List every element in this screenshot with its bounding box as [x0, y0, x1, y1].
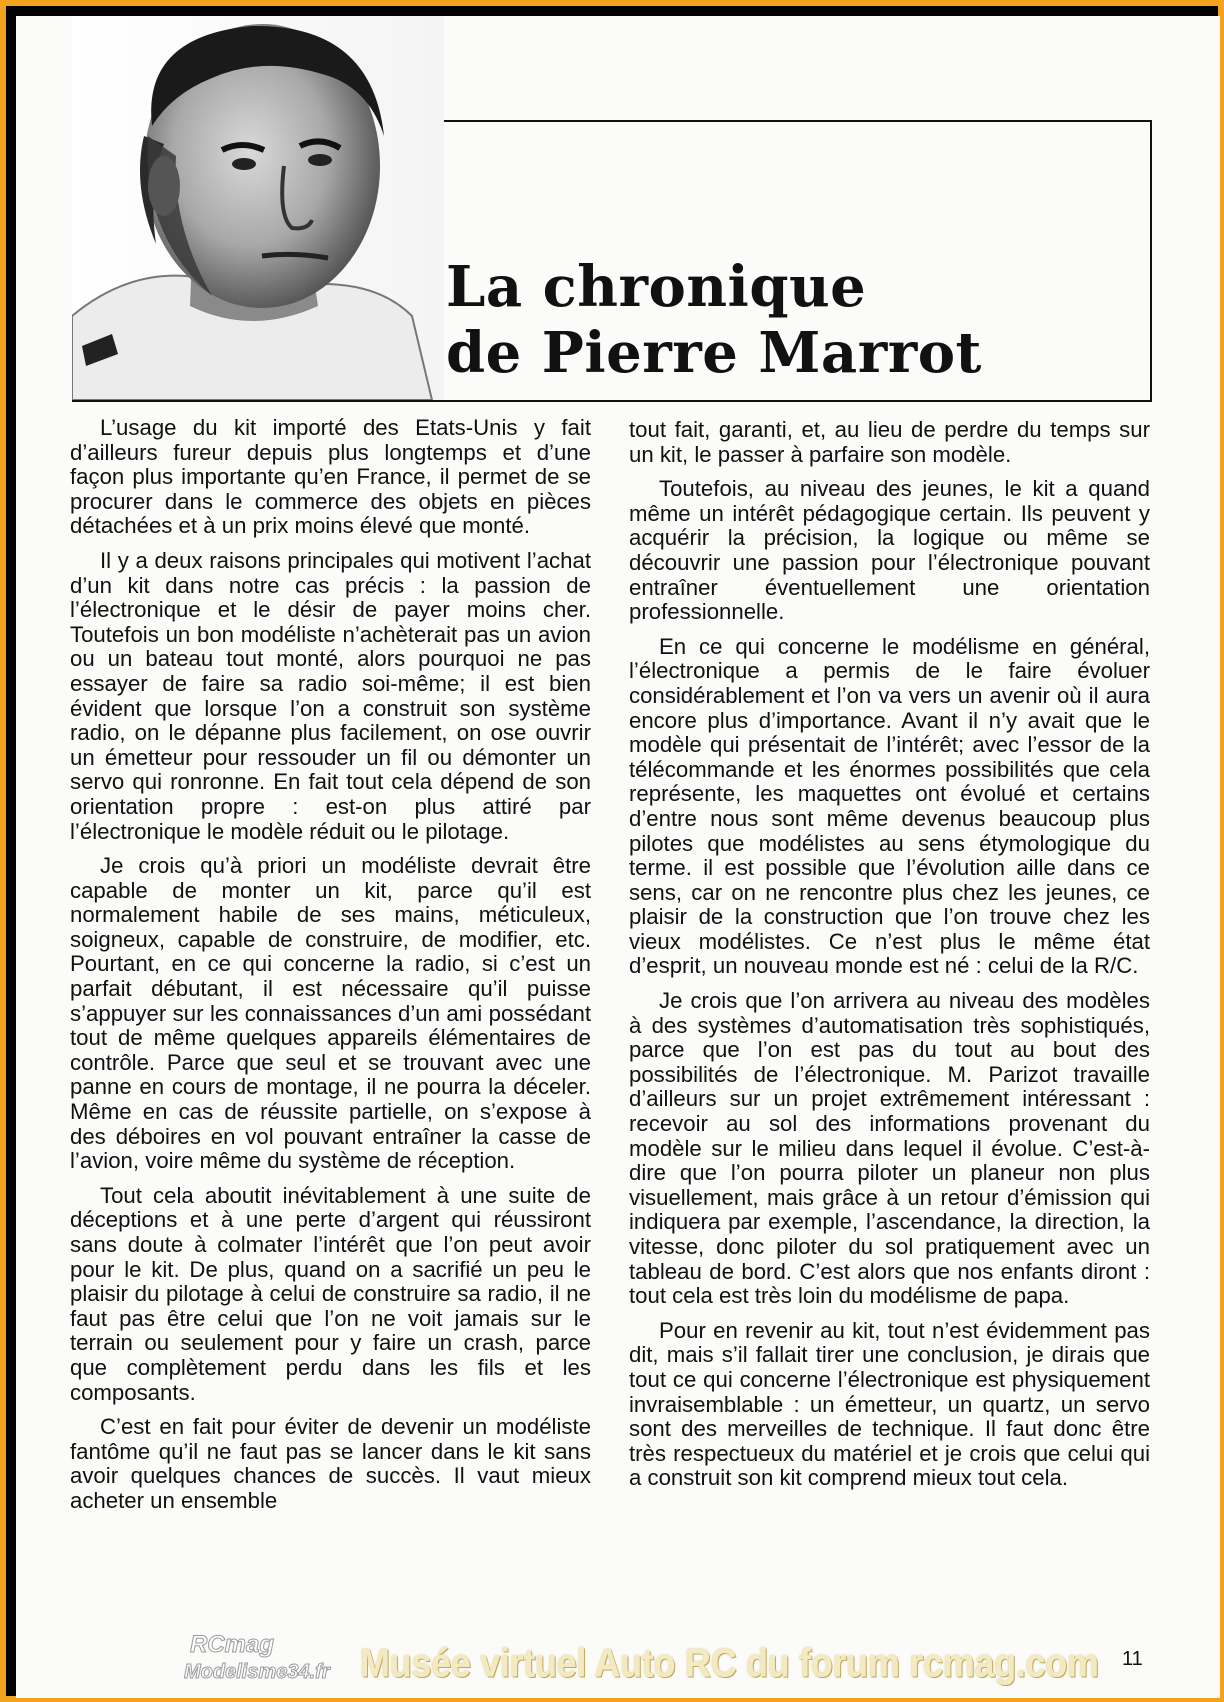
portrait-photo: [72, 16, 444, 400]
paragraph: tout fait, garanti, et, au lieu de perdre du temps sur un kit, le passer à parfaire son modèle.: [629, 417, 1150, 467]
watermark-text: Musée virtuel Auto RC du forum rcmag.com: [360, 1640, 1099, 1686]
paragraph: Je crois que l’on arrivera au niveau des modèles à des systèmes d’automatisation très sophistiqués, parce que l’on est pas du tout au bout des possibilités de l’électronique. M. Parizot travaille d’ailleurs sur un projet extrêmement intéressant : recevoir au sol des informations provenant du modèle sur le milieu dans lequel il évolue. C’est-à-dire que l’on pourra piloter un planeur non plus visuellement, mais grâce à un retour d’émission qui indiquera par exemple, l’ascendance, la direction, la vitesse, donc piloter du sol pratiquement avec un tableau de bord. C’est alors que nos enfants diront : tout cela est très loin du modélisme de papa.: [629, 988, 1150, 1309]
paragraph: En ce qui concerne le modélisme en général, l’électronique a permis de le faire évoluer considérablement et l’on va vers un avenir où il aura encore plus d’importance. Avant il n’y avait que le modèle qui présentait de l’intérêt; avec l’essor de la télécommande et les énormes possibilités que cela représente, les maquettes ont évolué et certains d’entre nous sont même devenus beaucoup plus pilotes que modélistes au sens étymologique du terme. il est possible que l’évolution aille dans ce sens, car on ne rencontre plus chez les jeunes, ce plaisir de la construction que l’on trouve chez les vieux modélistes. Ce n’est plus le même état d’esprit, un nouveau monde est né : celui de la R/C.: [629, 633, 1150, 979]
text-column-left: [70, 416, 591, 1524]
paragraph: Je crois qu’à priori un modéliste devrait être capable de monter un kit, parce qu’il est normalement habile de ses mains, méticuleux, soigneux, capable de construire, de modifier, etc. Pourtant, en ce qui concerne la radio, si c’est un parfait débutant, il est nécessaire qu’il puisse s’appuyer sur les connaissances d’un ami possédant tout de même quelques appareils élémentaires de contrôle. Parce que seul et se trouvant avec une panne en cours de montage, il ne pourra la déceler. Même en cas de réussite partielle, on s’expose à des déboires en vol pouvant entraîner la casse de l’avion, voire même du système de réception.: [70, 853, 591, 1174]
logo-line-1: RCmag: [190, 1631, 275, 1658]
magazine-page: [16, 16, 1220, 1698]
paragraph: L’usage du kit importé des Etats-Unis y fait d’ailleurs fureur depuis plus longtemps et d’une façon plus importante qu’en France, il permet de se procurer dans le commerce des objets en pièces détachées et à un prix moins élevé que monté.: [70, 415, 591, 539]
headline-line-2: de Pierre Marrot: [446, 320, 982, 386]
page-number: 11: [1122, 1648, 1143, 1670]
article-headline: [446, 254, 982, 386]
text-column-right: [629, 418, 1150, 1501]
paragraph: Il y a deux raisons principales qui motivent l’achat d’un kit dans notre cas précis : la passion de l’électronique et le désir de payer moins cher. Toutefois un bon modéliste n’achèterait pas un avion ou un bateau tout monté, alors pourquoi ne pas essayer de faire sa radio soi-même; il est bien évident que lorsque l’on a construit son système radio, on le dépanne plus facilement, on ose ouvrir un émetteur pour ressouder un fil ou démonter un servo qui ronronne. En fait tout cela dépend de son orientation propre : est-on plus attiré par l’électronique le modèle réduit ou le pilotage.: [70, 547, 591, 844]
paragraph: C’est en fait pour éviter de devenir un modéliste fantôme qu’il ne faut pas se lancer dans le kit sans avoir quelques chances de succès. Il vaut mieux acheter un ensemble: [70, 1414, 591, 1513]
headline-line-1: La chronique: [446, 254, 867, 320]
paragraph: Tout cela aboutit inévitablement à une suite de déceptions et à une perte d’argent qui réussiront sans doute à colmater l’intérêt que l’on peut avoir pour le kit. De plus, quand on a sacrifié un peu le plaisir du pilotage à celui de construire sa radio, il ne faut pas être celui que l’on ne voit jamais sur le terrain ou seulement pour y faire un crash, parce que complètement perdu dans les fils et les composants.: [70, 1182, 591, 1405]
paragraph: Toutefois, au niveau des jeunes, le kit a quand même un intérêt pédagogique certain. Ils peuvent y acquérir la précision, la logique ou même se découvrir une passion pour l’électronique pouvant entraîner éventuellement une orientation professionnelle.: [629, 476, 1150, 625]
paragraph: Pour en revenir au kit, tout n’est évidemment pas dit, mais s’il fallait tirer une conclusion, je dirais que tout ce qui concerne l’électronique est physiquement invraisemblable : un émetteur, un quartz, un servo sont des merveilles de technique. Il faut donc être très respectueux du matériel et je crois que celui qui a construit son kit comprend mieux tout cela.: [629, 1317, 1150, 1491]
logo-line-2: Modelisme34.fr: [184, 1661, 330, 1683]
page-frame: [6, 6, 1218, 1696]
rcmag-logo: [184, 1630, 354, 1686]
